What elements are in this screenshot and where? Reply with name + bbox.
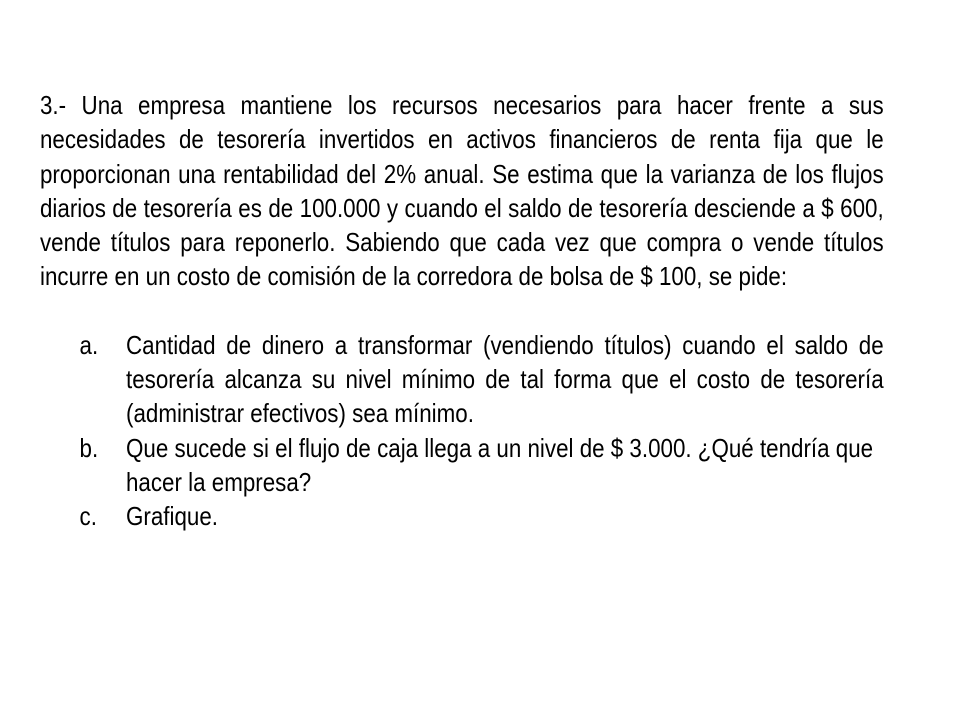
question-text-b: Que sucede si el flujo de caja llega a un nivel de $ 3.000. ¿Qué tendría que hacer la empresa? — [126, 432, 874, 497]
question-item-c — [40, 499, 884, 533]
question-text-a: Cantidad de dinero a transformar (vendiendo títulos) cuando el saldo de tesorería alcanza su nivel mínimo de tal forma que el costo de tesorería (administrar efectivos) sea mínimo. — [126, 329, 884, 429]
question-item-a — [40, 328, 884, 431]
question-marker-b: b. — [79, 432, 99, 463]
question-list — [40, 328, 884, 534]
problem-intro: 3.- Una empresa mantiene los recursos necesarios para hacer frente a sus necesidades de tesorería invertidos en activos financieros de renta fija que le proporcionan una rentabilidad del 2% anual. Se estima que la varianza de los flujos diarios de tesorería es de 100.000 y cuando el saldo de tesorería desciende a $ 600, vende títulos para reponerlo. Sabiendo que cada vez que compra o vende títulos incurre en un costo de comisión de la corredora de bolsa de $ 100, se pide: — [40, 90, 884, 292]
question-item-b — [40, 431, 884, 500]
problem-statement — [40, 88, 884, 534]
question-marker-a: a. — [79, 329, 99, 360]
question-text-c: Grafique. — [126, 501, 218, 532]
question-marker-c: c. — [79, 501, 97, 532]
